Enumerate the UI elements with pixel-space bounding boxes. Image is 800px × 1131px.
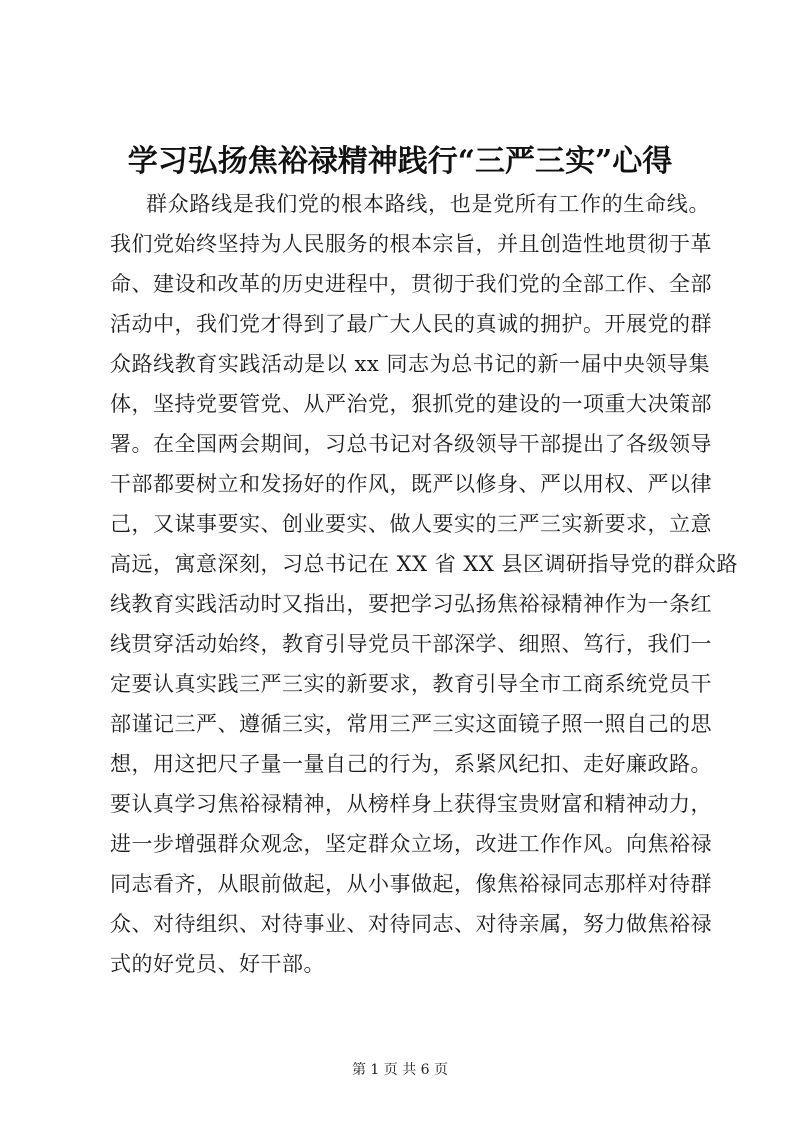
body-line: 同志看齐，从眼前做起，从小事做起，像焦裕禄同志那样对待群 (110, 872, 712, 896)
document-body (110, 184, 738, 984)
page-number-footer: 第 1 页 共 6 页 (351, 1062, 449, 1078)
body-line: 群众路线是我们党的根本路线，也是党所有工作的生命线。 (146, 192, 710, 216)
body-line: 己，又谋事要实、创业要实、做人要实的三严三实新要求，立意 (110, 512, 712, 536)
body-line: 要认真学习焦裕禄精神，从榜样身上获得宝贵财富和精神动力， (110, 792, 712, 816)
body-line: 干部都要树立和发扬好的作风，既严以修身、严以用权、严以律 (110, 472, 712, 496)
document-title: 学习弘扬焦裕禄精神践行“三严三实”心得 (127, 144, 673, 179)
body-line: 线教育实践活动时又指出，要把学习弘扬焦裕禄精神作为一条红 (110, 592, 712, 616)
body-line: 线贯穿活动始终，教育引导党员干部深学、细照、笃行，我们一 (110, 632, 712, 656)
body-line: 式的好党员、好干部。 (110, 952, 325, 976)
body-line: 想，用这把尺子量一量自己的行为，系紧风纪扣、走好廉政路。 (110, 752, 712, 776)
body-line: 部谨记三严、遵循三实，常用三严三实这面镜子照一照自己的思 (110, 712, 712, 736)
body-line: 我们党始终坚持为人民服务的根本宗旨，并且创造性地贯彻于革 (110, 232, 712, 256)
body-line: 高远，寓意深刻，习总书记在 XX 省 XX 县区调研指导党的群众路 (110, 552, 738, 576)
body-line: 体，坚持党要管党、从严治党，狠抓党的建设的一项重大决策部 (110, 392, 712, 416)
body-line: 署。在全国两会期间，习总书记对各级领导干部提出了各级领导 (110, 432, 712, 456)
body-line: 众、对待组织、对待事业、对待同志、对待亲属，努力做焦裕禄 (110, 912, 712, 936)
body-line: 活动中，我们党才得到了最广大人民的真诚的拥护。开展党的群 (110, 312, 712, 336)
body-line: 进一步增强群众观念，坚定群众立场，改进工作作风。向焦裕禄 (110, 832, 712, 856)
body-line: 定要认真实践三严三实的新要求，教育引导全市工商系统党员干 (110, 672, 712, 696)
body-line: 命、建设和改革的历史进程中，贯彻于我们党的全部工作、全部 (110, 272, 712, 296)
body-line: 众路线教育实践活动是以 xx 同志为总书记的新一届中央领导集 (110, 352, 710, 376)
